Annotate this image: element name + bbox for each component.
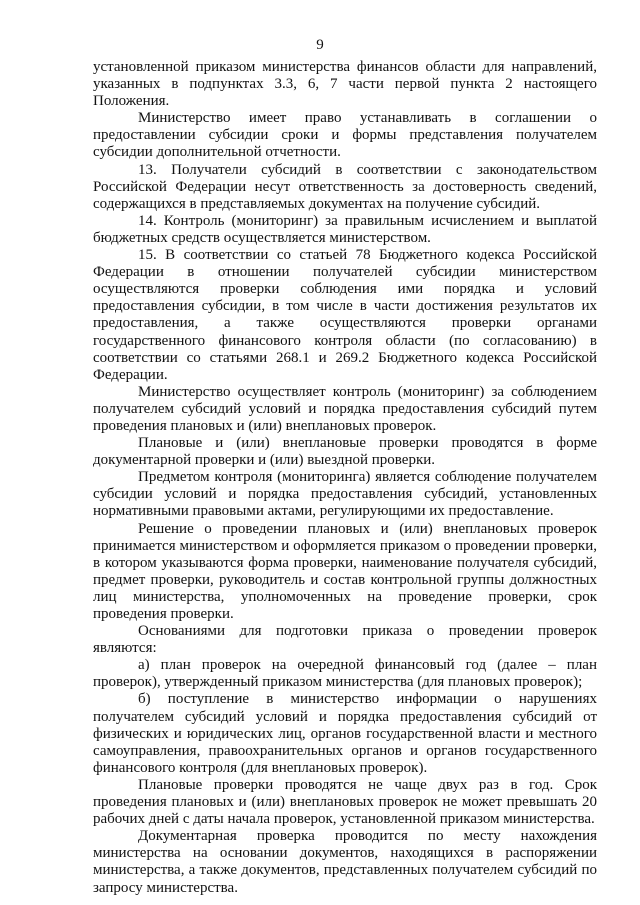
paragraph-inspection-decision: Решение о проведении плановых и (или) внеплановых проверок принимается министерством и оформляется приказом о проведении проверки, в котором указываются форма проверки, наименование получателя субсидий, предмет проверки, руководитель и состав контрольной группы должностных лиц министерства, уполномоченных на проведение проверки, срок проведения проверки. (93, 520, 597, 622)
paragraph-monitoring: Министерство осуществляет контроль (мониторинг) за соблюдением получателем субсидий условий и порядка предоставления субсидий путем проведения плановых и (или) внеплановых проверок. (93, 383, 597, 434)
paragraph-order-grounds: Основаниями для подготовки приказа о проведении проверок являются: (93, 623, 597, 657)
page-number: 9 (316, 37, 324, 53)
document-body (93, 59, 597, 897)
paragraph-control-subject: Предметом контроля (мониторинга) является соблюдение получателем субсидии условий и порядка предоставления субсидий, установленных нормативными правовыми актами, регулирующими их предоставление. (93, 469, 597, 520)
paragraph-item-13: 13. Получатели субсидий в соответствии с законодательством Российской Федерации несут ответственность за достоверность сведений, содержащихся в представляемых документах на получение субсидий. (93, 161, 597, 212)
paragraph-inspection-frequency: Плановые проверки проводятся не чаще двух раз в год. Срок проведения плановых и (или) внеплановых проверок не может превышать 20 рабочих дней с даты начала проверок, установленной приказом министерства. (93, 776, 597, 828)
paragraph-item-14: 14. Контроль (мониторинг) за правильным исчислением и выплатой бюджетных средств осуществляется министерством. (93, 212, 597, 246)
paragraph-documentary-inspection: Документарная проверка проводится по месту нахождения министерства на основании документов, находящихся в распоряжении министерства, а также документов, представленных получателем субсидий по запросу министерства. (93, 828, 597, 896)
paragraph-inspection-forms: Плановые и (или) внеплановые проверки проводятся в форме документарной проверки и (или) выездной проверки. (93, 435, 597, 469)
paragraph-continuation: установленной приказом министерства финансов области для направлений, указанных в подпунктах 3.3, 6, 7 части первой пункта 2 настоящего Положения. (93, 59, 597, 110)
paragraph-ground-a: а) план проверок на очередной финансовый год (далее – план проверок), утвержденный приказом министерства (для плановых проверок); (93, 657, 597, 691)
paragraph-item-15: 15. В соответствии со статьей 78 Бюджетного кодекса Российской Федерации в отношении получателей субсидии министерством осуществляются проверки соблюдения ими порядка и условий предоставления субсидии, в том числе в части достижения результатов их предоставления, а также осуществляются проверки органами государственного финансового контроля области (по согласованию) в соответствии со статьями 268.1 и 269.2 Бюджетного кодекса Российской Федерации. (93, 247, 597, 383)
paragraph-ground-b: б) поступление в министерство информации о нарушениях получателем субсидий условий и порядка предоставления субсидий от физических и юридических лиц, органов государственной власти и местного самоуправления, правоохранительных органов и органов государственного финансового контроля (для внеплановых проверок). (93, 691, 597, 776)
paragraph-additional-reporting: Министерство имеет право устанавливать в соглашении о предоставлении субсидии сроки и формы представления получателем субсидии дополнительной отчетности. (93, 110, 597, 161)
